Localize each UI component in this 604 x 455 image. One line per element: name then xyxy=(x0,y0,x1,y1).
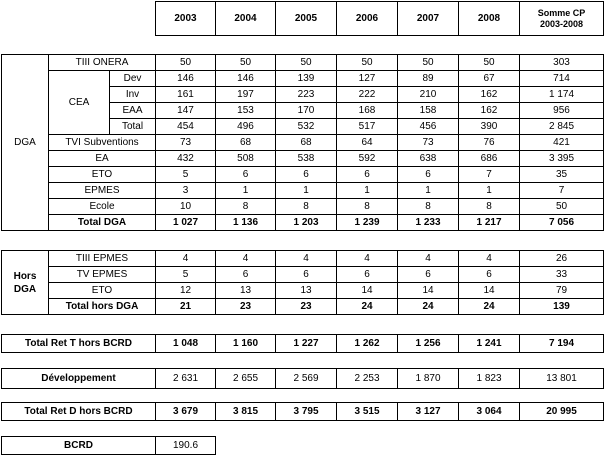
hors-dga-row-value: 4 xyxy=(275,250,337,267)
row-label: TVI Subventions xyxy=(48,134,156,151)
total-dga-value: 1 027 xyxy=(155,214,216,231)
dga-row-value: 7 xyxy=(458,166,520,183)
total-ret-d-label: Total Ret D hors BCRD xyxy=(1,402,156,421)
total-ret-d-value: 3 815 xyxy=(215,402,276,421)
bcrd-label: BCRD xyxy=(1,436,156,455)
row-label: Total xyxy=(109,118,156,135)
total-ret-d-value: 3 795 xyxy=(275,402,337,421)
row-label: EPMES xyxy=(48,182,156,199)
hors-dga-row-value: 4 xyxy=(215,250,276,267)
hors-dga-row-value: 14 xyxy=(336,282,398,299)
row-label: EAA xyxy=(109,102,156,119)
dga-row-value: 686 xyxy=(458,150,520,167)
dga-row-value: 638 xyxy=(397,150,459,167)
dga-row-value: 517 xyxy=(336,118,398,135)
dga-row-value: 390 xyxy=(458,118,520,135)
dga-row-value: 1 xyxy=(336,182,398,199)
total-dga-label: Total DGA xyxy=(48,214,156,231)
dga-row-value: 1 xyxy=(458,182,520,199)
dga-row-value: 8 xyxy=(458,198,520,215)
hors-dga-label xyxy=(1,250,49,315)
total-ret-t-value: 1 048 xyxy=(155,334,216,353)
total-hors-dga-label: Total hors DGA xyxy=(48,298,156,315)
dga-row-value: 2 845 xyxy=(519,118,604,135)
total-hors-dga-value: 24 xyxy=(336,298,398,315)
dga-row-value: 68 xyxy=(215,134,276,151)
year-header: 2003 xyxy=(155,1,216,36)
dga-row-value: 162 xyxy=(458,86,520,103)
total-hors-dga-value: 23 xyxy=(275,298,337,315)
total-dga-value: 1 233 xyxy=(397,214,459,231)
total-dga-value: 1 136 xyxy=(215,214,276,231)
row-label: TV EPMES xyxy=(48,266,156,283)
dga-row-value: 35 xyxy=(519,166,604,183)
dga-row-value: 210 xyxy=(397,86,459,103)
dga-row-value: 147 xyxy=(155,102,216,119)
dga-row-value: 6 xyxy=(215,166,276,183)
dga-row-value: 8 xyxy=(215,198,276,215)
dga-row-value: 8 xyxy=(275,198,337,215)
hors-dga-row-value: 13 xyxy=(215,282,276,299)
dga-row-value: 1 xyxy=(275,182,337,199)
hors-dga-row-value: 6 xyxy=(458,266,520,283)
total-ret-d-value: 3 127 xyxy=(397,402,459,421)
developpement-value: 2 569 xyxy=(275,368,337,389)
dga-row-value: 956 xyxy=(519,102,604,119)
dga-row-value: 1 174 xyxy=(519,86,604,103)
dga-row-value: 50 xyxy=(215,54,276,71)
dga-row-value: 50 xyxy=(155,54,216,71)
hors-dga-row-value: 4 xyxy=(155,250,216,267)
dga-row-value: 50 xyxy=(275,54,337,71)
dga-row-value: 168 xyxy=(336,102,398,119)
year-header: 2004 xyxy=(215,1,276,36)
developpement-label: Développement xyxy=(1,368,156,389)
hors-dga-row-value: 6 xyxy=(397,266,459,283)
dga-row-value: 161 xyxy=(155,86,216,103)
bcrd-value: 190.6 xyxy=(155,436,216,455)
dga-row-value: 6 xyxy=(336,166,398,183)
dga-row-value: 170 xyxy=(275,102,337,119)
dga-row-value: 67 xyxy=(458,70,520,87)
cea-label: CEA xyxy=(48,70,110,135)
total-dga-value: 1 217 xyxy=(458,214,520,231)
hors-dga-row-value: 4 xyxy=(458,250,520,267)
dga-row-value: 50 xyxy=(519,198,604,215)
sum-header xyxy=(519,1,604,36)
total-ret-d-value: 20 995 xyxy=(519,402,604,421)
developpement-value: 1 870 xyxy=(397,368,459,389)
sum-header-line1: Somme CP xyxy=(537,8,586,19)
hors-dga-row-value: 6 xyxy=(215,266,276,283)
dga-row-value: 50 xyxy=(458,54,520,71)
dga-row-value: 50 xyxy=(397,54,459,71)
total-ret-t-value: 1 256 xyxy=(397,334,459,353)
dga-row-value: 3 395 xyxy=(519,150,604,167)
dga-row-value: 127 xyxy=(336,70,398,87)
dga-row-value: 6 xyxy=(397,166,459,183)
dga-row-value: 454 xyxy=(155,118,216,135)
year-header: 2005 xyxy=(275,1,337,36)
hors-dga-row-value: 4 xyxy=(336,250,398,267)
total-ret-t-value: 1 262 xyxy=(336,334,398,353)
dga-row-value: 162 xyxy=(458,102,520,119)
dga-row-value: 303 xyxy=(519,54,604,71)
row-label: TIII ONERA xyxy=(48,54,156,71)
dga-row-value: 421 xyxy=(519,134,604,151)
total-dga-value: 1 203 xyxy=(275,214,337,231)
row-label: EA xyxy=(48,150,156,167)
hors-dga-row-value: 79 xyxy=(519,282,604,299)
developpement-value: 13 801 xyxy=(519,368,604,389)
row-label: Dev xyxy=(109,70,156,87)
hors-dga-line1: Hors xyxy=(13,270,37,282)
hors-dga-row-value: 33 xyxy=(519,266,604,283)
total-ret-t-value: 7 194 xyxy=(519,334,604,353)
hors-dga-row-value: 12 xyxy=(155,282,216,299)
dga-row-value: 64 xyxy=(336,134,398,151)
developpement-value: 1 823 xyxy=(458,368,520,389)
dga-label: DGA xyxy=(1,54,49,231)
year-header: 2007 xyxy=(397,1,459,36)
dga-row-value: 10 xyxy=(155,198,216,215)
hors-dga-row-value: 6 xyxy=(336,266,398,283)
dga-row-value: 50 xyxy=(336,54,398,71)
total-ret-t-value: 1 227 xyxy=(275,334,337,353)
dga-row-value: 76 xyxy=(458,134,520,151)
total-ret-d-value: 3 679 xyxy=(155,402,216,421)
hors-dga-row-value: 5 xyxy=(155,266,216,283)
dga-row-value: 73 xyxy=(155,134,216,151)
row-label: ETO xyxy=(48,166,156,183)
row-label: Inv xyxy=(109,86,156,103)
dga-row-value: 8 xyxy=(397,198,459,215)
dga-row-value: 146 xyxy=(215,70,276,87)
developpement-value: 2 253 xyxy=(336,368,398,389)
dga-row-value: 68 xyxy=(275,134,337,151)
total-ret-t-value: 1 241 xyxy=(458,334,520,353)
dga-row-value: 146 xyxy=(155,70,216,87)
dga-row-value: 3 xyxy=(155,182,216,199)
year-header: 2006 xyxy=(336,1,398,36)
total-dga-value: 7 056 xyxy=(519,214,604,231)
hors-dga-row-value: 14 xyxy=(397,282,459,299)
dga-row-value: 223 xyxy=(275,86,337,103)
total-hors-dga-value: 21 xyxy=(155,298,216,315)
dga-row-value: 139 xyxy=(275,70,337,87)
dga-row-value: 6 xyxy=(275,166,337,183)
dga-row-value: 153 xyxy=(215,102,276,119)
dga-row-value: 89 xyxy=(397,70,459,87)
sum-header-line2: 2003-2008 xyxy=(539,18,584,29)
dga-row-value: 73 xyxy=(397,134,459,151)
dga-row-value: 432 xyxy=(155,150,216,167)
dga-row-value: 158 xyxy=(397,102,459,119)
dga-row-value: 222 xyxy=(336,86,398,103)
dga-row-value: 456 xyxy=(397,118,459,135)
total-hors-dga-value: 24 xyxy=(397,298,459,315)
dga-row-value: 538 xyxy=(275,150,337,167)
dga-row-value: 7 xyxy=(519,182,604,199)
hors-dga-row-value: 14 xyxy=(458,282,520,299)
total-ret-d-value: 3 064 xyxy=(458,402,520,421)
dga-row-value: 592 xyxy=(336,150,398,167)
row-label: ETO xyxy=(48,282,156,299)
total-hors-dga-value: 24 xyxy=(458,298,520,315)
total-ret-t-label: Total Ret T hors BCRD xyxy=(1,334,156,353)
developpement-value: 2 631 xyxy=(155,368,216,389)
dga-row-value: 197 xyxy=(215,86,276,103)
hors-dga-row-value: 4 xyxy=(397,250,459,267)
hors-dga-row-value: 13 xyxy=(275,282,337,299)
dga-row-value: 532 xyxy=(275,118,337,135)
hors-dga-row-value: 6 xyxy=(275,266,337,283)
total-ret-t-value: 1 160 xyxy=(215,334,276,353)
total-dga-value: 1 239 xyxy=(336,214,398,231)
dga-row-value: 714 xyxy=(519,70,604,87)
dga-row-value: 8 xyxy=(336,198,398,215)
hors-dga-row-value: 26 xyxy=(519,250,604,267)
total-hors-dga-value: 23 xyxy=(215,298,276,315)
hors-dga-line2: DGA xyxy=(13,283,37,295)
developpement-value: 2 655 xyxy=(215,368,276,389)
dga-row-value: 1 xyxy=(397,182,459,199)
dga-row-value: 508 xyxy=(215,150,276,167)
total-hors-dga-value: 139 xyxy=(519,298,604,315)
row-label: TIII EPMES xyxy=(48,250,156,267)
dga-row-value: 496 xyxy=(215,118,276,135)
dga-row-value: 5 xyxy=(155,166,216,183)
year-header: 2008 xyxy=(458,1,520,36)
row-label: Ecole xyxy=(48,198,156,215)
total-ret-d-value: 3 515 xyxy=(336,402,398,421)
dga-row-value: 1 xyxy=(215,182,276,199)
